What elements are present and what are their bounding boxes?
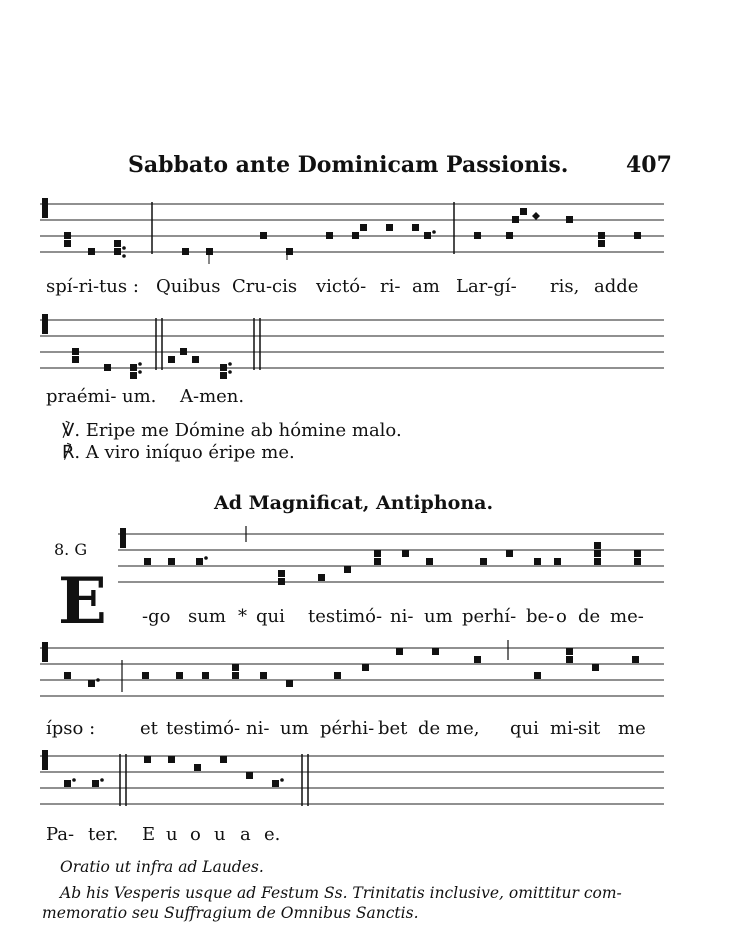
lyric-syllable: sit: [578, 718, 601, 739]
lyric-syllable: be-: [526, 606, 555, 627]
lyric-syllable: de: [578, 606, 601, 627]
lyric-syllable: ter.: [88, 824, 119, 845]
lyric-syllable: me: [618, 718, 646, 739]
lyric-syllable: o: [190, 824, 201, 845]
page-number: 407: [626, 152, 672, 178]
lyric-syllable: qui: [256, 606, 285, 627]
chant-staff-4: [40, 640, 664, 712]
response-symbol: ℟.: [62, 442, 81, 463]
lyric-syllable: Quibus: [156, 276, 221, 297]
antiphon-title: Ad Magnificat, Antiphona.: [214, 492, 494, 514]
lyric-syllable: o: [556, 606, 567, 627]
lyric-syllable: Lar-gí-: [456, 276, 517, 297]
versicle-text: Eripe me Dómine ab hómine malo.: [85, 420, 402, 441]
rubric-line: memoratio seu Suffragium de Omnibus Sanctis.: [42, 904, 419, 922]
versicle-symbol: ℣.: [62, 420, 81, 441]
lyric-syllable: praémi-: [46, 386, 117, 407]
chant-staff-3: [118, 526, 664, 598]
lyric-syllable: mi-: [550, 718, 579, 739]
neumes: [64, 648, 639, 687]
mode-label: 8. G: [54, 540, 88, 559]
page-title: Sabbato ante Dominicam Passionis.: [128, 152, 569, 178]
lyric-syllable: bet: [378, 718, 408, 739]
initial-letter: E: [58, 564, 107, 639]
lyric-syllable: ni-: [390, 606, 414, 627]
lyric-syllable: qui: [510, 718, 539, 739]
lyric-syllable: testimó-: [166, 718, 241, 739]
versicle-line: [62, 420, 402, 441]
lyric-syllable: de: [418, 718, 441, 739]
lyric-syllable: adde: [594, 276, 639, 297]
lyric-syllable: e.: [264, 824, 281, 845]
chant-staff-2: [40, 312, 664, 384]
response-text: A viro iníquo éripe me.: [85, 442, 295, 463]
lyric-syllable: um.: [122, 386, 157, 407]
lyric-syllable: u: [214, 824, 226, 845]
lyric-syllable: spí-ri-tus :: [46, 276, 139, 297]
lyric-syllable: -go: [142, 606, 171, 627]
lyric-syllable: ípso :: [46, 718, 96, 739]
lyric-syllable: am: [412, 276, 440, 297]
c-clef-icon: [42, 750, 48, 770]
lyric-syllable: me-: [610, 606, 644, 627]
c-clef-icon: [42, 314, 48, 334]
lyric-syllable: Cru-cis: [232, 276, 298, 297]
neumes: [144, 542, 641, 585]
lyric-syllable: um: [424, 606, 453, 627]
lyric-syllable: E: [142, 824, 156, 845]
c-clef-icon: [42, 642, 48, 662]
response-line: [62, 442, 295, 463]
lyric-syllable: a: [240, 824, 251, 845]
lyric-syllable: sum: [188, 606, 226, 627]
lyric-syllable: ni-: [246, 718, 270, 739]
rubric-line: Ab his Vesperis usque ad Festum Ss. Trinitatis inclusive, omittitur com-: [60, 884, 622, 902]
lyric-syllable: testimó-: [308, 606, 383, 627]
lyric-syllable: pérhi-: [320, 718, 375, 739]
lyric-syllable: perhí-: [462, 606, 517, 627]
lyric-syllable: ris,: [550, 276, 580, 297]
neumes: [72, 348, 232, 379]
lyric-syllable: A-men.: [180, 386, 245, 407]
oratio-note: Oratio ut infra ad Laudes.: [60, 858, 264, 876]
lyric-syllable: ri-: [380, 276, 401, 297]
chant-staff-1: [40, 196, 664, 268]
chant-staff-5: [40, 748, 664, 820]
c-clef-icon: [120, 528, 126, 548]
lyric-syllable: victó-: [316, 276, 367, 297]
lyric-syllable: *: [238, 606, 247, 627]
lyric-syllable: Pa-: [46, 824, 75, 845]
lyric-syllable: um: [280, 718, 309, 739]
lyric-syllable: u: [166, 824, 178, 845]
c-clef-icon: [42, 198, 48, 218]
lyric-syllable: me,: [446, 718, 480, 739]
lyric-syllable: et: [140, 718, 158, 739]
